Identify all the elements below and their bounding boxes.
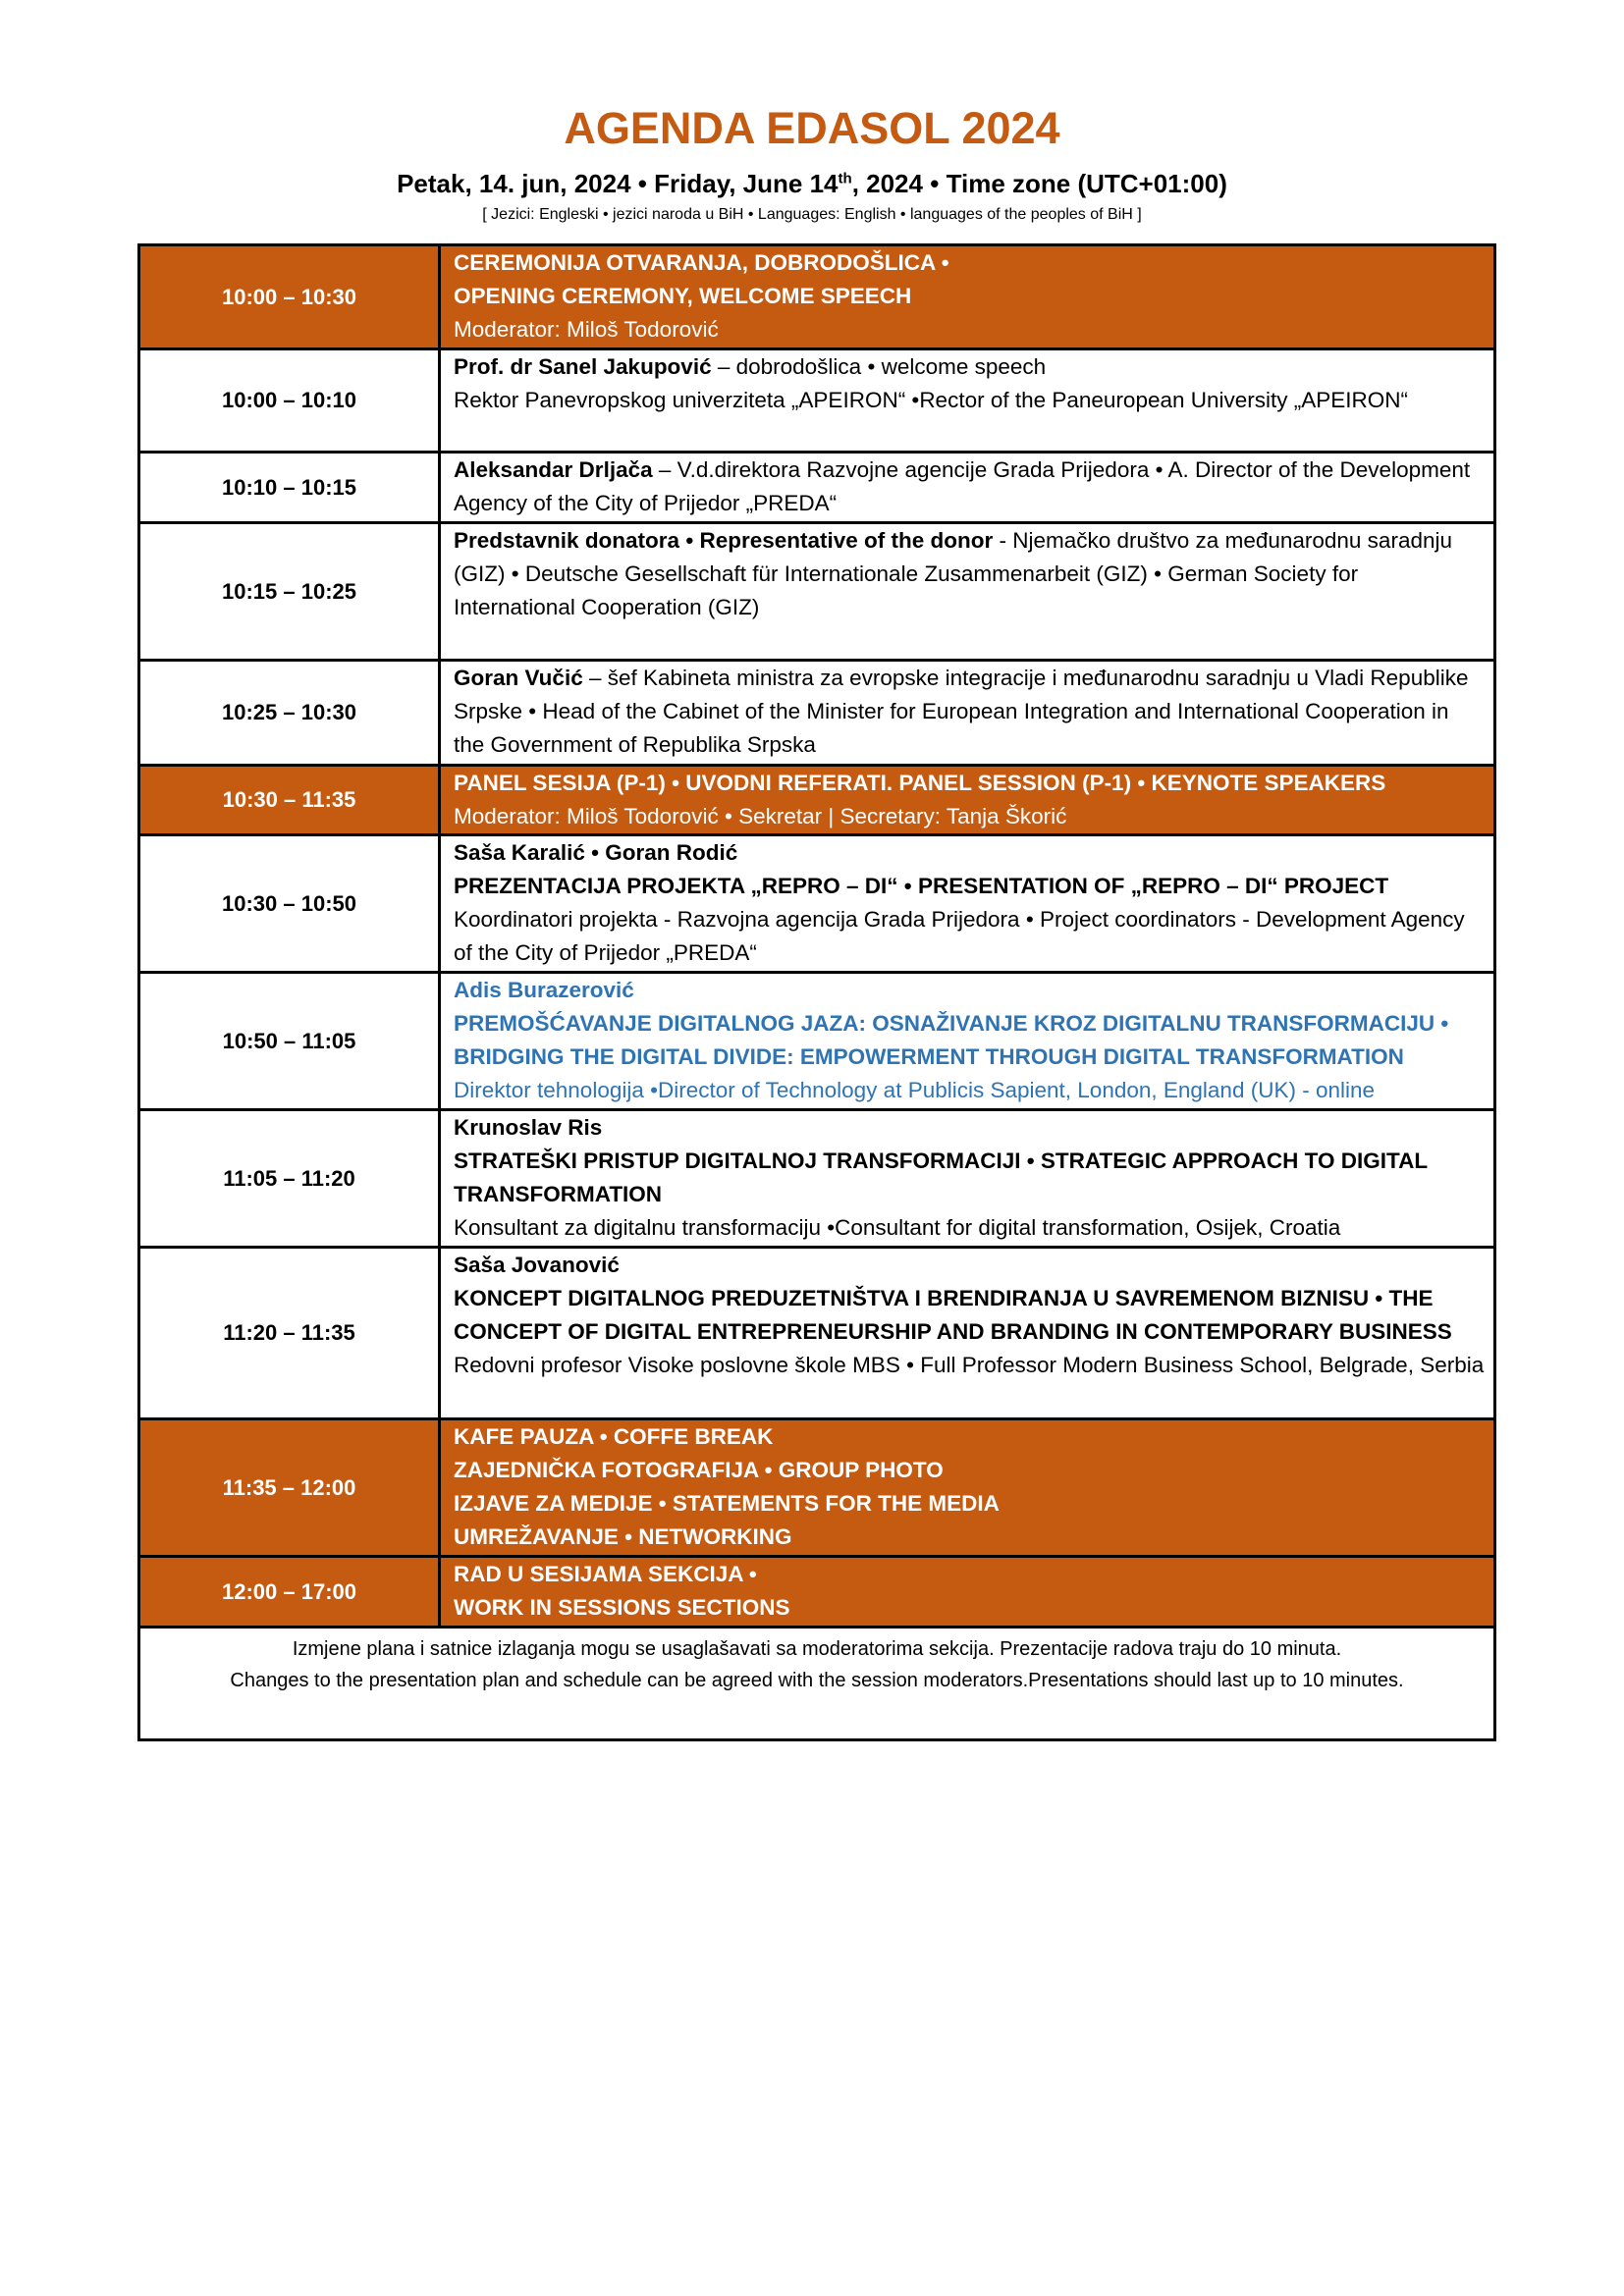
session-title-english: OPENING CEREMONY, WELCOME SPEECH	[454, 284, 912, 308]
time-slot: 12:00 – 17:00	[139, 1557, 440, 1628]
time-slot: 11:05 – 11:20	[139, 1110, 440, 1248]
agenda-table	[137, 243, 1496, 1629]
date-local: Petak, 14. jun, 2024	[397, 169, 631, 198]
session-content	[440, 973, 1495, 1110]
speaker-name: Prof. dr Sanel Jakupović	[454, 354, 712, 379]
time-slot: 10:00 – 10:30	[139, 245, 440, 349]
time-slot: 10:30 – 10:50	[139, 835, 440, 973]
speaker-detail: Rektor Panevropskog univerziteta „APEIRON“ •Rector of the Paneuropean University „APEIRON“	[454, 388, 1409, 412]
footer-note-english: Changes to the presentation plan and schedule can be agreed with the session moderators.Presentations should last up to 10 minutes.	[230, 1670, 1404, 1691]
session-content	[440, 523, 1495, 661]
break-item: ZAJEDNIČKA FOTOGRAFIJA • GROUP PHOTO	[454, 1458, 944, 1482]
speaker-detail: Konsultant za digitalnu transformaciju •Consultant for digital transformation, Osijek, Croatia	[454, 1215, 1341, 1240]
session-title-local: RAD U SESIJAMA SEKCIJA •	[454, 1562, 757, 1586]
break-item: UMREŽAVANJE • NETWORKING	[454, 1524, 792, 1549]
footer-note	[137, 1614, 1496, 1741]
break-item: IZJAVE ZA MEDIJE • STATEMENTS FOR THE MEDIA	[454, 1491, 1000, 1516]
agenda-row	[139, 1248, 1495, 1419]
speaker-name: Krunoslav Ris	[454, 1115, 603, 1140]
speaker-line	[454, 662, 1486, 762]
session-title: PANEL SESIJA (P-1) • UVODNI REFERATI. PANEL SESSION (P-1) • KEYNOTE SPEAKERS	[454, 771, 1386, 795]
speaker-detail: Redovni profesor Visoke poslovne škole MBS • Full Professor Modern Business School, Belgrade, Serbia	[454, 1353, 1485, 1377]
time-slot: 10:00 – 10:10	[139, 349, 440, 453]
talk-title: KONCEPT DIGITALNOG PREDUZETNIŠTVA I BRENDIRANJA U SAVREMENOM BIZNISU • THE CONCEPT OF DIGITAL ENTREPRENEURSHIP AND BRANDING IN CONTEMPORARY BUSINESS	[454, 1286, 1452, 1344]
session-title-local: CEREMONIJA OTVARANJA, DOBRODOŠLICA •	[454, 250, 949, 275]
moderator: Moderator: Miloš Todorović	[454, 317, 719, 342]
agenda-row	[139, 973, 1495, 1110]
session-content	[440, 245, 1495, 349]
time-slot: 10:50 – 11:05	[139, 973, 440, 1110]
agenda-row-break	[139, 1419, 1495, 1557]
date-english-main: Friday, June 14	[654, 169, 839, 198]
agenda-row	[139, 523, 1495, 661]
speaker-name: Saša Karalić • Goran Rodić	[454, 840, 738, 865]
moderator: Moderator: Miloš Todorović • Sekretar | Secretary: Tanja Škorić	[454, 804, 1067, 828]
footer-note-local: Izmjene plana i satnice izlaganja mogu se usaglašavati sa moderatorima sekcija. Prezentacije radova traju do 10 minuta.	[292, 1638, 1342, 1660]
separator: •	[637, 169, 647, 198]
agenda-row	[139, 661, 1495, 766]
talk-title: STRATEŠKI PRISTUP DIGITALNOJ TRANSFORMACIJI • STRATEGIC APPROACH TO DIGITAL TRANSFORMATION	[454, 1148, 1428, 1206]
session-title-english: WORK IN SESSIONS SECTIONS	[454, 1595, 790, 1620]
date-suffix: th	[838, 170, 852, 187]
agenda-row	[139, 835, 1495, 973]
speaker-role: - Njemačko društvo za međunarodnu saradnju (GIZ) • Deutsche Gesellschaft für Internationale Zusammenarbeit (GIZ) • German Society for International Cooperation (GIZ)	[454, 528, 1452, 619]
talk-title: PREZENTACIJA PROJEKTA „REPRO – DI“ • PRESENTATION OF „REPRO – DI“ PROJECT	[454, 874, 1389, 898]
session-content	[440, 766, 1495, 835]
speaker-line	[454, 454, 1486, 520]
speaker-name: Saša Jovanović	[454, 1253, 620, 1277]
speaker-line	[454, 524, 1486, 624]
time-slot: 10:30 – 11:35	[139, 766, 440, 835]
time-slot: 11:35 – 12:00	[139, 1419, 440, 1557]
session-content	[440, 453, 1495, 523]
break-item: KAFE PAUZA • COFFE BREAK	[454, 1424, 774, 1449]
speaker-detail: Koordinatori projekta - Razvojna agencija Grada Prijedora • Project coordinators - Development Agency of the City of Prijedor „PREDA“	[454, 907, 1465, 965]
agenda-row	[139, 1110, 1495, 1248]
separator: •	[930, 169, 940, 198]
speaker-name: Goran Vučić	[454, 666, 583, 690]
speaker-role: – šef Kabineta ministra za evropske integracije i međunarodnu saradnju u Vladi Republike Srpske • Head of the Cabinet of the Minister for European Integration and International Cooperation in the Government of Republika Srpska	[454, 666, 1469, 757]
languages-note: [ Jezici: Engleski • jezici naroda u BiH • Languages: English • languages of the peoples of BiH ]	[482, 206, 1142, 223]
speaker-role: – dobrodošlica • welcome speech	[711, 354, 1047, 379]
agenda-row-opening	[139, 245, 1495, 349]
agenda-row	[139, 453, 1495, 523]
session-content	[440, 661, 1495, 766]
speaker-role: – V.d.direktora Razvojne agencije Grada Prijedora • A. Director of the Development Agency of the City of Prijedor „PREDA“	[454, 457, 1471, 515]
agenda-row-panel	[139, 766, 1495, 835]
speaker-name: Adis Burazerović	[454, 978, 634, 1002]
session-content	[440, 1248, 1495, 1419]
timezone: Time zone (UTC+01:00)	[946, 169, 1227, 198]
date-english	[654, 169, 923, 198]
time-slot: 11:20 – 11:35	[139, 1248, 440, 1419]
page-title: AGENDA EDASOL 2024	[564, 103, 1060, 153]
agenda-row	[139, 349, 1495, 453]
talk-title: PREMOŠĆAVANJE DIGITALNOG JAZA: OSNAŽIVANJE KROZ DIGITALNU TRANSFORMACIJU • BRIDGING THE DIGITAL DIVIDE: EMPOWERMENT THROUGH DIGITAL TRANSFORMATION	[454, 1011, 1449, 1069]
time-slot: 10:15 – 10:25	[139, 523, 440, 661]
speaker-detail: Direktor tehnologija •Director of Technology at Publicis Sapient, London, England (UK) - online	[454, 1078, 1375, 1102]
session-content	[440, 835, 1495, 973]
session-content	[440, 1110, 1495, 1248]
speaker-line	[454, 350, 1486, 384]
event-date-line	[0, 169, 1624, 199]
speaker-name: Predstavnik donatora • Representative of the donor	[454, 528, 994, 553]
date-english-year: , 2024	[851, 169, 923, 198]
time-slot: 10:25 – 10:30	[139, 661, 440, 766]
session-content	[440, 349, 1495, 453]
speaker-name: Aleksandar Drljača	[454, 457, 653, 482]
session-content	[440, 1419, 1495, 1557]
time-slot: 10:10 – 10:15	[139, 453, 440, 523]
